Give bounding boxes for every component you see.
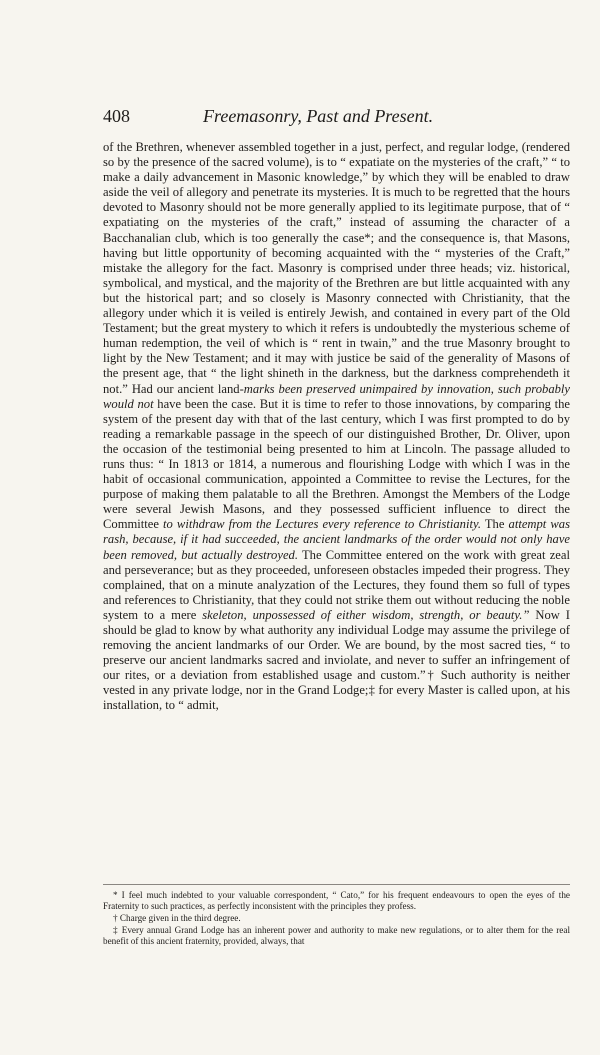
footnote-divider bbox=[103, 884, 570, 885]
body-text-part-4: The Committee entered on the work with great zeal and perseverance; but as they proceeded, unforeseen obstacles impeded their progress. They complained, that on a minute analyzation of the Lectures, they found them so full of types and references to Christianity, that they could not strike them out without reducing the noble system to a mere bbox=[103, 547, 570, 622]
body-text-italic-3: attempt was rash, because, if it had succeeded, the ancient landmarks of the order would not only have been removed, but actually destroyed. bbox=[103, 517, 570, 562]
body-text bbox=[103, 140, 570, 714]
footnote-1: * I feel much indebted to your valuable correspondent, “ Cato,” for his frequent endeavours to open the eyes of the Fraternity to such practices, as perfectly inconsistent with the principles they profess. bbox=[103, 890, 570, 911]
body-text-italic-1: marks been preserved unimpaired by innovation, such probably would not bbox=[103, 381, 570, 411]
body-text-part-5: Now I should be glad to know by what authority any individual Lodge may assume the privilege of removing the ancient landmarks of our Order. We are bound, by the most sacred ties, “ to preserve our ancient landmarks sacred and inviolate, and never to suffer an infringement of our rites, or a deviation from established usage and custom.”† Such authority is neither vested in any private lodge, nor in the Grand Lodge;‡ for every Master is called upon, at his installation, to “ admit, bbox=[103, 607, 570, 713]
page-number: 408 bbox=[103, 106, 130, 126]
body-text-part-1: of the Brethren, whenever assembled together in a just, perfect, and regular lodge, (rendered so by the presence of the sacred volume), is to “ expatiate on the mysteries of the craft,” “ to make a daily advancement in Masonic knowledge,” by which they will be enabled to draw aside the veil of allegory and penetrate its mysteries. It is much to be regretted that the hours devoted to Masonry should not be more generally applied to its legitimate purpose, that of “ expatiating on the mysteries of the craft,” instead of assuming the character of a Bacchanalian club, which is too generally the case*; and the consequence is, that Masons, having but little opportunity of becoming acquainted with the “ mysteries of the Craft,” mistake the allegory for the fact. Masonry is comprised under three heads; viz. historical, symbolical, and mystical, and the majority of the Brethren are but little acquainted with any but the historical part; and so closely is Masonry connected with Christianity, that the allegory under which it is veiled is entirely Jewish, and contained in every part of the Old Testament; but the great mystery to which it refers is undoubtedly the mysterious scheme of human redemption, the veil of which is “ rent in twain,” and the true Masonry brought to light by the New Testament; and it may with justice be said of the generality of Masons of the present age, that “ the light shineth in the darkness, but the darkness comprehendeth it not.” Had our ancient land- bbox=[103, 140, 570, 396]
running-head bbox=[103, 106, 570, 130]
footnote-3: ‡ Every annual Grand Lodge has an inherent power and authority to make new regulations, or to alter them for the real benefit of this ancient fraternity, provided, always, that bbox=[103, 925, 570, 946]
footnote-2: † Charge given in the third degree. bbox=[113, 913, 241, 923]
body-text-italic-4: skeleton, unpossessed of either wisdom, strength, or beauty.” bbox=[202, 607, 530, 622]
body-text-part-3: The bbox=[481, 517, 509, 532]
main-paragraph bbox=[103, 140, 570, 714]
body-text-part-2: have been the case. But it is time to refer to those innovations, by comparing the system of the present day with that of the last century, which I was first prompted to do by reading a remarkable passage in the speech of our distinguished Brother, Dr. Oliver, upon the occasion of the testimonial being presented to him at Lincoln. The passage alluded to runs thus: “ In 1813 or 1814, a numerous and flourishing Lodge with which I was in the habit of occasional communication, appointed a Committee to revise the Lectures, for the purpose of making them palatable to all the Brethren. Amongst the Members of the Lodge were several Jewish Masons, and they possessed sufficient influence to direct the Committee bbox=[103, 396, 571, 532]
running-title: Freemasonry, Past and Present. bbox=[203, 106, 434, 126]
body-text-italic-2: to withdraw from the Lectures every reference to Christianity. bbox=[163, 517, 481, 532]
footnotes bbox=[103, 890, 570, 948]
